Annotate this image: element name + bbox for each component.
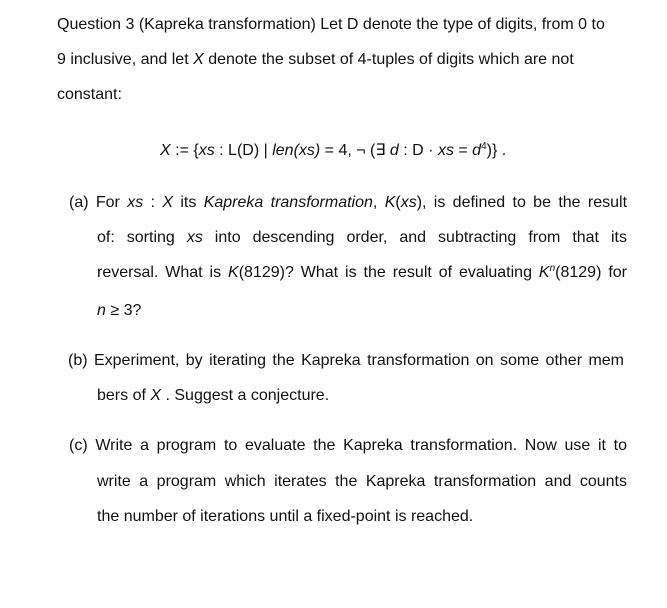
intro-text: denote the subset of 4-tuples of digits which are not [203, 51, 574, 68]
formula-text: : L(D) | [214, 142, 273, 159]
part-b-line-1: (b) Experiment, by iterating the Kapreka transformation on some other mem [68, 352, 624, 369]
part-a-line-1 [69, 193, 627, 213]
var-K: K [538, 264, 550, 281]
formula [160, 141, 506, 161]
part-a-line-4 [97, 301, 141, 321]
formula-text: : D · [398, 142, 438, 159]
part-c-line-2: write a program which iterates the Kapreka transformation and counts [97, 473, 627, 490]
part-a-line-2 [97, 228, 627, 248]
part-c-line-3: the number of iterations until a fixed-point is reached. [97, 508, 474, 525]
text: its [173, 194, 204, 211]
formula-text: )} . [486, 142, 507, 159]
formula-text: = [453, 142, 473, 159]
text: ), is defined to be the result [416, 194, 628, 211]
var-xs: xs [400, 194, 417, 211]
intro-line-1: Question 3 (Kapreka transformation) Let D denote the type of digits, from 0 to [57, 16, 605, 33]
var-K: K [384, 194, 396, 211]
text: reversal. What is [97, 264, 229, 281]
var-K: K [228, 264, 239, 281]
text: : [143, 194, 163, 211]
var-n-exponent: n [549, 263, 556, 274]
formula-exponent: 4 [481, 141, 487, 152]
term-kapreka: Kapreka transformation [203, 194, 373, 211]
var-xs: xs [186, 229, 203, 246]
intro-text: 9 inclusive, and let [57, 51, 194, 68]
text: . Suggest a conjecture. [161, 387, 330, 404]
text: (8129)? What is the result of evaluating [238, 264, 539, 281]
var-xs: xs [127, 194, 144, 211]
part-b-line-2 [97, 386, 329, 406]
formula-d: d [472, 142, 482, 159]
text: , [372, 194, 385, 211]
text: bers of [97, 387, 151, 404]
part-c-line-1: (c) Write a program to evaluate the Kapreka transformation. Now use it to [69, 437, 627, 454]
text: into descending order, and subtracting from that its [202, 229, 628, 246]
part-a-line-3 [97, 263, 627, 283]
formula-text: := { [170, 142, 199, 159]
intro-line-2 [57, 50, 574, 70]
var-X: X [193, 51, 204, 68]
formula-d: d [389, 142, 399, 159]
text: (8129) for [555, 264, 627, 281]
var-X: X [162, 194, 174, 211]
formula-xs: xs [198, 142, 215, 159]
text: of: sorting [97, 229, 187, 246]
formula-xs: (xs) [293, 142, 321, 159]
formula-X: X [160, 142, 171, 159]
intro-line-3: constant: [57, 86, 122, 103]
text: (a) For [69, 194, 128, 211]
text: ( [395, 194, 401, 211]
formula-text: = 4, ¬ (∃ [320, 142, 390, 159]
var-n: n [97, 302, 106, 319]
formula-len: len [272, 142, 294, 159]
text: ≥ 3? [105, 302, 142, 319]
formula-xs: xs [437, 142, 454, 159]
var-X: X [150, 387, 162, 404]
